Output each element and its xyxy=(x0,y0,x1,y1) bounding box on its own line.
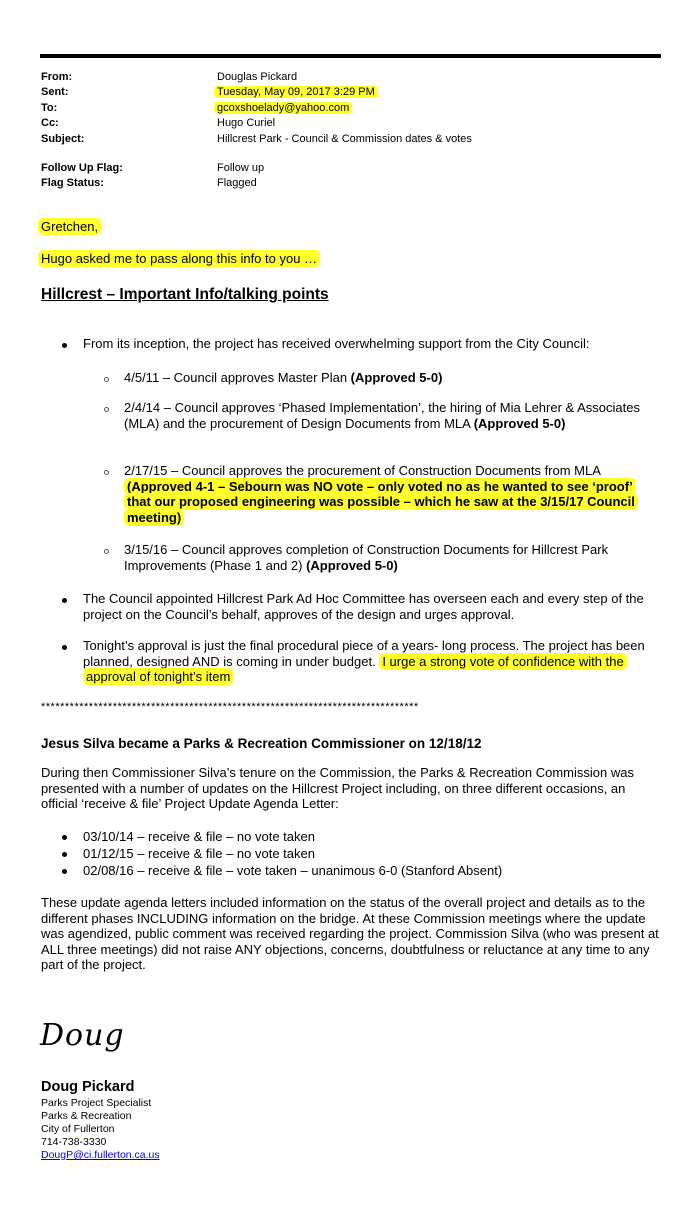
sub-item-1 xyxy=(124,370,664,386)
sub-bullet-ring xyxy=(104,407,109,412)
cc-value: Hugo Curiel xyxy=(217,117,276,130)
sub-item-4-vote: (Approved 5-0) xyxy=(306,557,398,573)
sent-value: Tuesday, May 09, 2017 3:29 PM xyxy=(214,86,378,98)
paragraph-1: During then Commissioner Silva’s tenure on the Commission, the Parks & Recreation Commission was presented with a number of updates on the Hillcrest Project including, on three different occasions, an official ‘receive & file’ Project Update Agenda Letter: xyxy=(41,765,634,812)
sub-item-2 xyxy=(124,400,664,431)
list-item: 02/08/16 – receive & file – vote taken – unanimous 6-0 (Stanford Absent) xyxy=(83,863,503,878)
sub-item-2-text: 2/4/14 – Council approves ‘Phased Implementation’, the hiring of Mia Lehrer & Associates (MLA) and the procurement of Design Documents from MLA xyxy=(124,400,640,431)
status-label: Flag Status: xyxy=(41,177,104,190)
bullet-dot xyxy=(62,852,67,857)
section-title: Hillcrest – Important Info/talking points xyxy=(41,286,329,303)
signature-email-link[interactable]: DougP@ci.fullerton.ca.us xyxy=(41,1149,160,1161)
signature-name: Doug Pickard xyxy=(41,1079,135,1095)
bullet-3-highlight: I urge a strong vote of confidence with the approval of tonight’s item xyxy=(83,653,627,686)
sub-item-4-text: 3/15/16 – Council approves completion of Construction Documents for Hillcrest Park Improvements (Phase 1 and 2) xyxy=(124,542,609,573)
email-header xyxy=(41,70,661,192)
status-value: Flagged xyxy=(217,177,257,190)
to-row xyxy=(41,101,661,116)
flag-row xyxy=(41,161,661,176)
sub-item-4 xyxy=(124,542,654,573)
separator-stars: ******************************************************************************* xyxy=(41,701,419,713)
bullet-dot xyxy=(62,598,67,603)
from-label: From: xyxy=(41,71,73,83)
signature-title: Parks Project Specialist xyxy=(41,1097,152,1109)
signature-phone: 714-738-3330 xyxy=(41,1136,107,1148)
intro-line: Hugo asked me to pass along this info to you … xyxy=(38,250,320,267)
list-item: 01/12/15 – receive & file – no vote taken xyxy=(83,846,315,861)
from-row xyxy=(41,70,661,85)
signature-city: City of Fullerton xyxy=(41,1123,115,1135)
sub-item-3-text: 2/17/15 – Council approves the procurement of Construction Documents from MLA xyxy=(124,463,601,478)
cc-label: Cc: xyxy=(41,117,59,130)
sub-item-1-text: 4/5/11 – Council approves Master Plan xyxy=(124,370,351,385)
subject-row xyxy=(41,132,661,147)
bullet-dot xyxy=(62,343,67,348)
list-item: 03/10/14 – receive & file – no vote taken xyxy=(83,829,315,844)
to-value[interactable]: gcoxshoelady@yahoo.com xyxy=(214,102,352,114)
cc-row xyxy=(41,116,661,131)
flag-value: Follow up xyxy=(217,161,265,174)
bullet-dot xyxy=(62,645,67,650)
sub-item-2-vote: (Approved 5-0) xyxy=(473,415,566,431)
sub-item-1-vote: (Approved 5-0) xyxy=(350,370,443,385)
subject-label: Subject: xyxy=(41,132,85,145)
bullet-1: From its inception, the project has received overwhelming support from the City Council: xyxy=(83,336,590,351)
header-rule xyxy=(40,54,661,58)
sub-item-3 xyxy=(124,463,654,525)
commissioner-heading: Jesus Silva became a Parks & Recreation Commissioner on 12/18/12 xyxy=(41,736,482,751)
sub-bullet-ring xyxy=(104,470,109,475)
sent-row xyxy=(41,85,661,100)
flag-label: Follow Up Flag: xyxy=(41,161,123,174)
greeting: Gretchen, xyxy=(38,218,101,235)
status-row xyxy=(41,176,661,191)
subject-value: Hillcrest Park - Council & Commission dates & votes xyxy=(217,132,472,145)
sub-bullet-ring xyxy=(104,549,109,554)
to-label: To: xyxy=(41,101,58,114)
signature-department: Parks & Recreation xyxy=(41,1110,132,1122)
sent-label: Sent: xyxy=(41,86,69,99)
bullet-dot xyxy=(62,869,67,874)
bullet-dot xyxy=(62,835,67,840)
sub-item-3-vote: (Approved 4-1 – Sebourn was NO vote – only voted no as he wanted to see ‘proof’ that our proposed engineering was possible – which he saw at the 3/15/17 Council meeting) xyxy=(124,478,638,526)
from-value: Douglas Pickard xyxy=(217,71,298,83)
sub-bullet-ring xyxy=(104,377,109,382)
bullet-3-text: Tonight’s approval is just the final procedural piece of a years- long process. The project has been planned, designed AND is coming in under budget. xyxy=(83,638,645,669)
signature-script: Doug xyxy=(40,1018,125,1053)
bullet-2: The Council appointed Hillcrest Park Ad Hoc Committee has overseen each and every step of the project on the Council’s behalf, approves of the design and urges approval. xyxy=(83,591,644,622)
bullet-3 xyxy=(83,638,663,685)
paragraph-2: These update agenda letters included information on the status of the overall project and details as to the different phases INCLUDING information on the bridge. At these Commission meetings where the update was agendized, public comment was received regarding the project. Commission Silva (who was present at ALL three meetings) did not raise ANY objections, concerns, doubtfulness or reluctance at any time to any part of the project. xyxy=(41,895,659,973)
